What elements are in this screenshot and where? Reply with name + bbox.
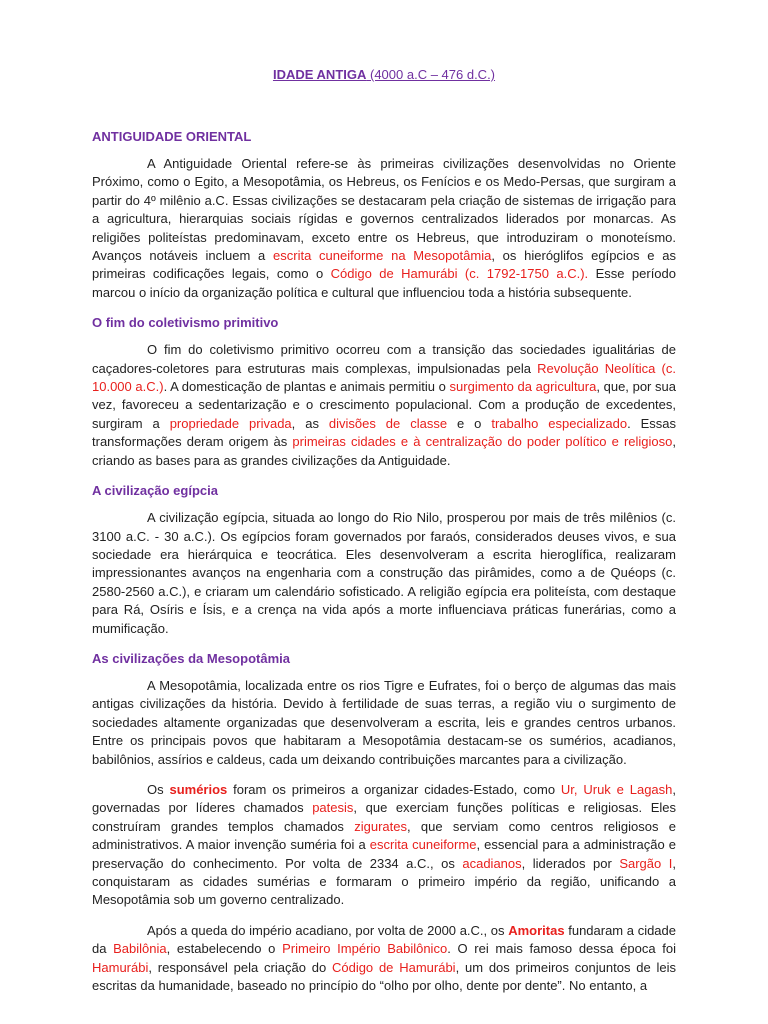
text-run: , que serviam como centros religiosos e administrativos. A maior invenção suméria foi a — [92, 818, 676, 853]
text-run: , responsável pela criação do — [148, 959, 332, 975]
text-run: , as — [291, 415, 329, 431]
highlighted-term: surgimento da agricultura — [449, 379, 597, 395]
highlighted-term: acadianos — [462, 855, 522, 871]
highlighted-term: primeiras cidades e à centralização do poder político e religioso — [292, 434, 673, 450]
paragraph — [92, 677, 676, 769]
text-run: . O rei mais famoso dessa época foi — [447, 941, 677, 957]
text-run: A Mesopotâmia, localizada entre os rios Tigre e Eufrates, foi o berço de algumas das mais antigas civilizações da história. Devido à fertilidade de suas terras, a região viu o surgimento de sociedades altamente organizadas que desenvolveram a escrita, leis e grandes centros urbanos. Entre os principais povos que habitaram a Mesopotâmia destacam-se os sumérios, acadianos, babilônios, assírios e caldeus, cada um deixando contribuições marcantes para a civilização. — [92, 677, 676, 767]
highlighted-term: patesis — [312, 800, 354, 816]
highlighted-term: Código de Hamurábi (c. 1792-1750 a.C.). — [330, 266, 589, 282]
text-run: O fim do coletivismo primitivo ocorreu com a transição das sociedades igualitárias de caçadores-coletores para estruturas mais complexas, impulsionadas pela — [92, 342, 676, 376]
paragraph — [92, 781, 676, 910]
text-run: . A domesticação de plantas e animais permitiu o — [163, 379, 450, 395]
highlighted-term: trabalho especializado — [491, 415, 628, 431]
text-run: , governadas por líderes chamados — [92, 781, 677, 816]
text-run: , que exerciam funções políticas e religiosas. Eles construíram grandes templos chamados — [92, 800, 676, 834]
highlighted-term: Babilônia — [113, 941, 167, 957]
paragraph — [92, 922, 676, 996]
highlighted-term: Código de Hamurábi — [331, 959, 456, 975]
document-title — [92, 66, 676, 84]
text-run: , conquistaram as cidades sumérias e formaram o primeiro império da região, unificando a Mesopotâmia sob um governo centralizado. — [92, 855, 676, 908]
highlighted-term: divisões de classe — [328, 415, 448, 431]
paragraph — [92, 509, 676, 638]
section-heading: O fim do coletivismo primitivo — [92, 315, 279, 331]
text-run: . Essas transformações deram origem às — [92, 415, 677, 450]
highlighted-term: propriedade privada — [169, 415, 292, 431]
section-heading: A civilização egípcia — [92, 483, 218, 499]
text-run: A civilização egípcia, situada ao longo do Rio Nilo, prosperou por mais de três milênios (c. 3100 a.C. - 30 a.C.). Os egípcios foram governados por faraós, considerados deuses vivos, e sua sociedade era hierárquica e teocrática. Eles desenvolveram a escrita hieroglífica, realizaram impressionantes avanços na engenharia com a construção das pirâmides, como a de Quéops (c. 2580-2560 a.C.), e criaram um calendário sofisticado. A religião egípcia era politeísta, com destaque para Rá, Osíris e Ísis, e a crença na vida após a morte influenciava práticas funerárias, como a mumificação. — [92, 510, 676, 636]
text-run: fundaram a cidade da — [92, 922, 676, 957]
text-run: Esse período marcou o início da organização política e cultural que influenciou toda a história subsequente. — [92, 266, 676, 300]
highlighted-term: Revolução Neolítica (c. 10.000 a.C.) — [92, 360, 676, 395]
highlighted-term: sumérios — [169, 781, 228, 797]
text-run: , um dos primeiros conjuntos de leis escritas da humanidade, baseado no princípio do “olho por olho, dente por dente”. No entanto, a — [92, 959, 677, 994]
text-run: Os — [147, 781, 170, 797]
text-run: A Antiguidade Oriental refere-se às primeiras civilizações desenvolvidas no Oriente Próximo, como o Egito, a Mesopotâmia, os Hebreus, os Fenícios e os Medo-Persas, que surgiram a partir do 4º milênio a.C. Essas civilizações se destacaram pela criação de sistemas de irrigação para a agricultura, hierarquias sociais rígidas e governos centralizados liderados por monarcas. As religiões politeístas predominavam, exceto entre os Hebreus, que introduziram o monoteísmo. Avanços notáveis incluem a — [92, 156, 676, 264]
text-run: , essencial para a administração e preservação do conhecimento. Por volta de 2334 a.C., os — [92, 837, 676, 871]
section-heading: As civilizações da Mesopotâmia — [92, 650, 290, 666]
highlighted-term: Hamurábi — [92, 959, 149, 975]
text-run: foram os primeiros a organizar cidades-Estado, como — [227, 781, 561, 797]
highlighted-term: escrita cuneiforme na Mesopotâmia — [273, 248, 492, 264]
text-run: , estabelecendo o — [166, 941, 283, 957]
highlighted-term: escrita cuneiforme — [369, 837, 477, 853]
text-run: , criando as bases para as grandes civilizações da Antiguidade. — [92, 434, 676, 468]
text-run: , os hieróglifos egípcios e as primeiras codificações legais, como o — [92, 248, 676, 282]
text-run: e o — [447, 415, 492, 431]
highlighted-term: zigurates — [354, 818, 407, 834]
title-main: IDADE ANTIGA — [272, 67, 367, 82]
highlighted-term: Sargão I — [619, 855, 673, 871]
paragraph — [92, 155, 676, 302]
text-run: , que, por sua vez, favoreceu a sedentarização e o crescimento populacional. Com a produção de excedentes, surgiram a — [92, 379, 677, 431]
section-heading: ANTIGUIDADE ORIENTAL — [92, 129, 252, 144]
text-run: Após a queda do império acadiano, por volta de 2000 a.C., os — [147, 922, 509, 938]
title-range: (4000 a.C – 476 d.C.) — [366, 67, 496, 82]
text-run: , liderados por — [521, 855, 620, 871]
highlighted-term: Amoritas — [508, 922, 565, 938]
highlighted-term: Ur, Uruk e Lagash — [560, 781, 673, 797]
highlighted-term: Primeiro Império Babilônico — [282, 941, 448, 957]
paragraph — [92, 341, 676, 470]
